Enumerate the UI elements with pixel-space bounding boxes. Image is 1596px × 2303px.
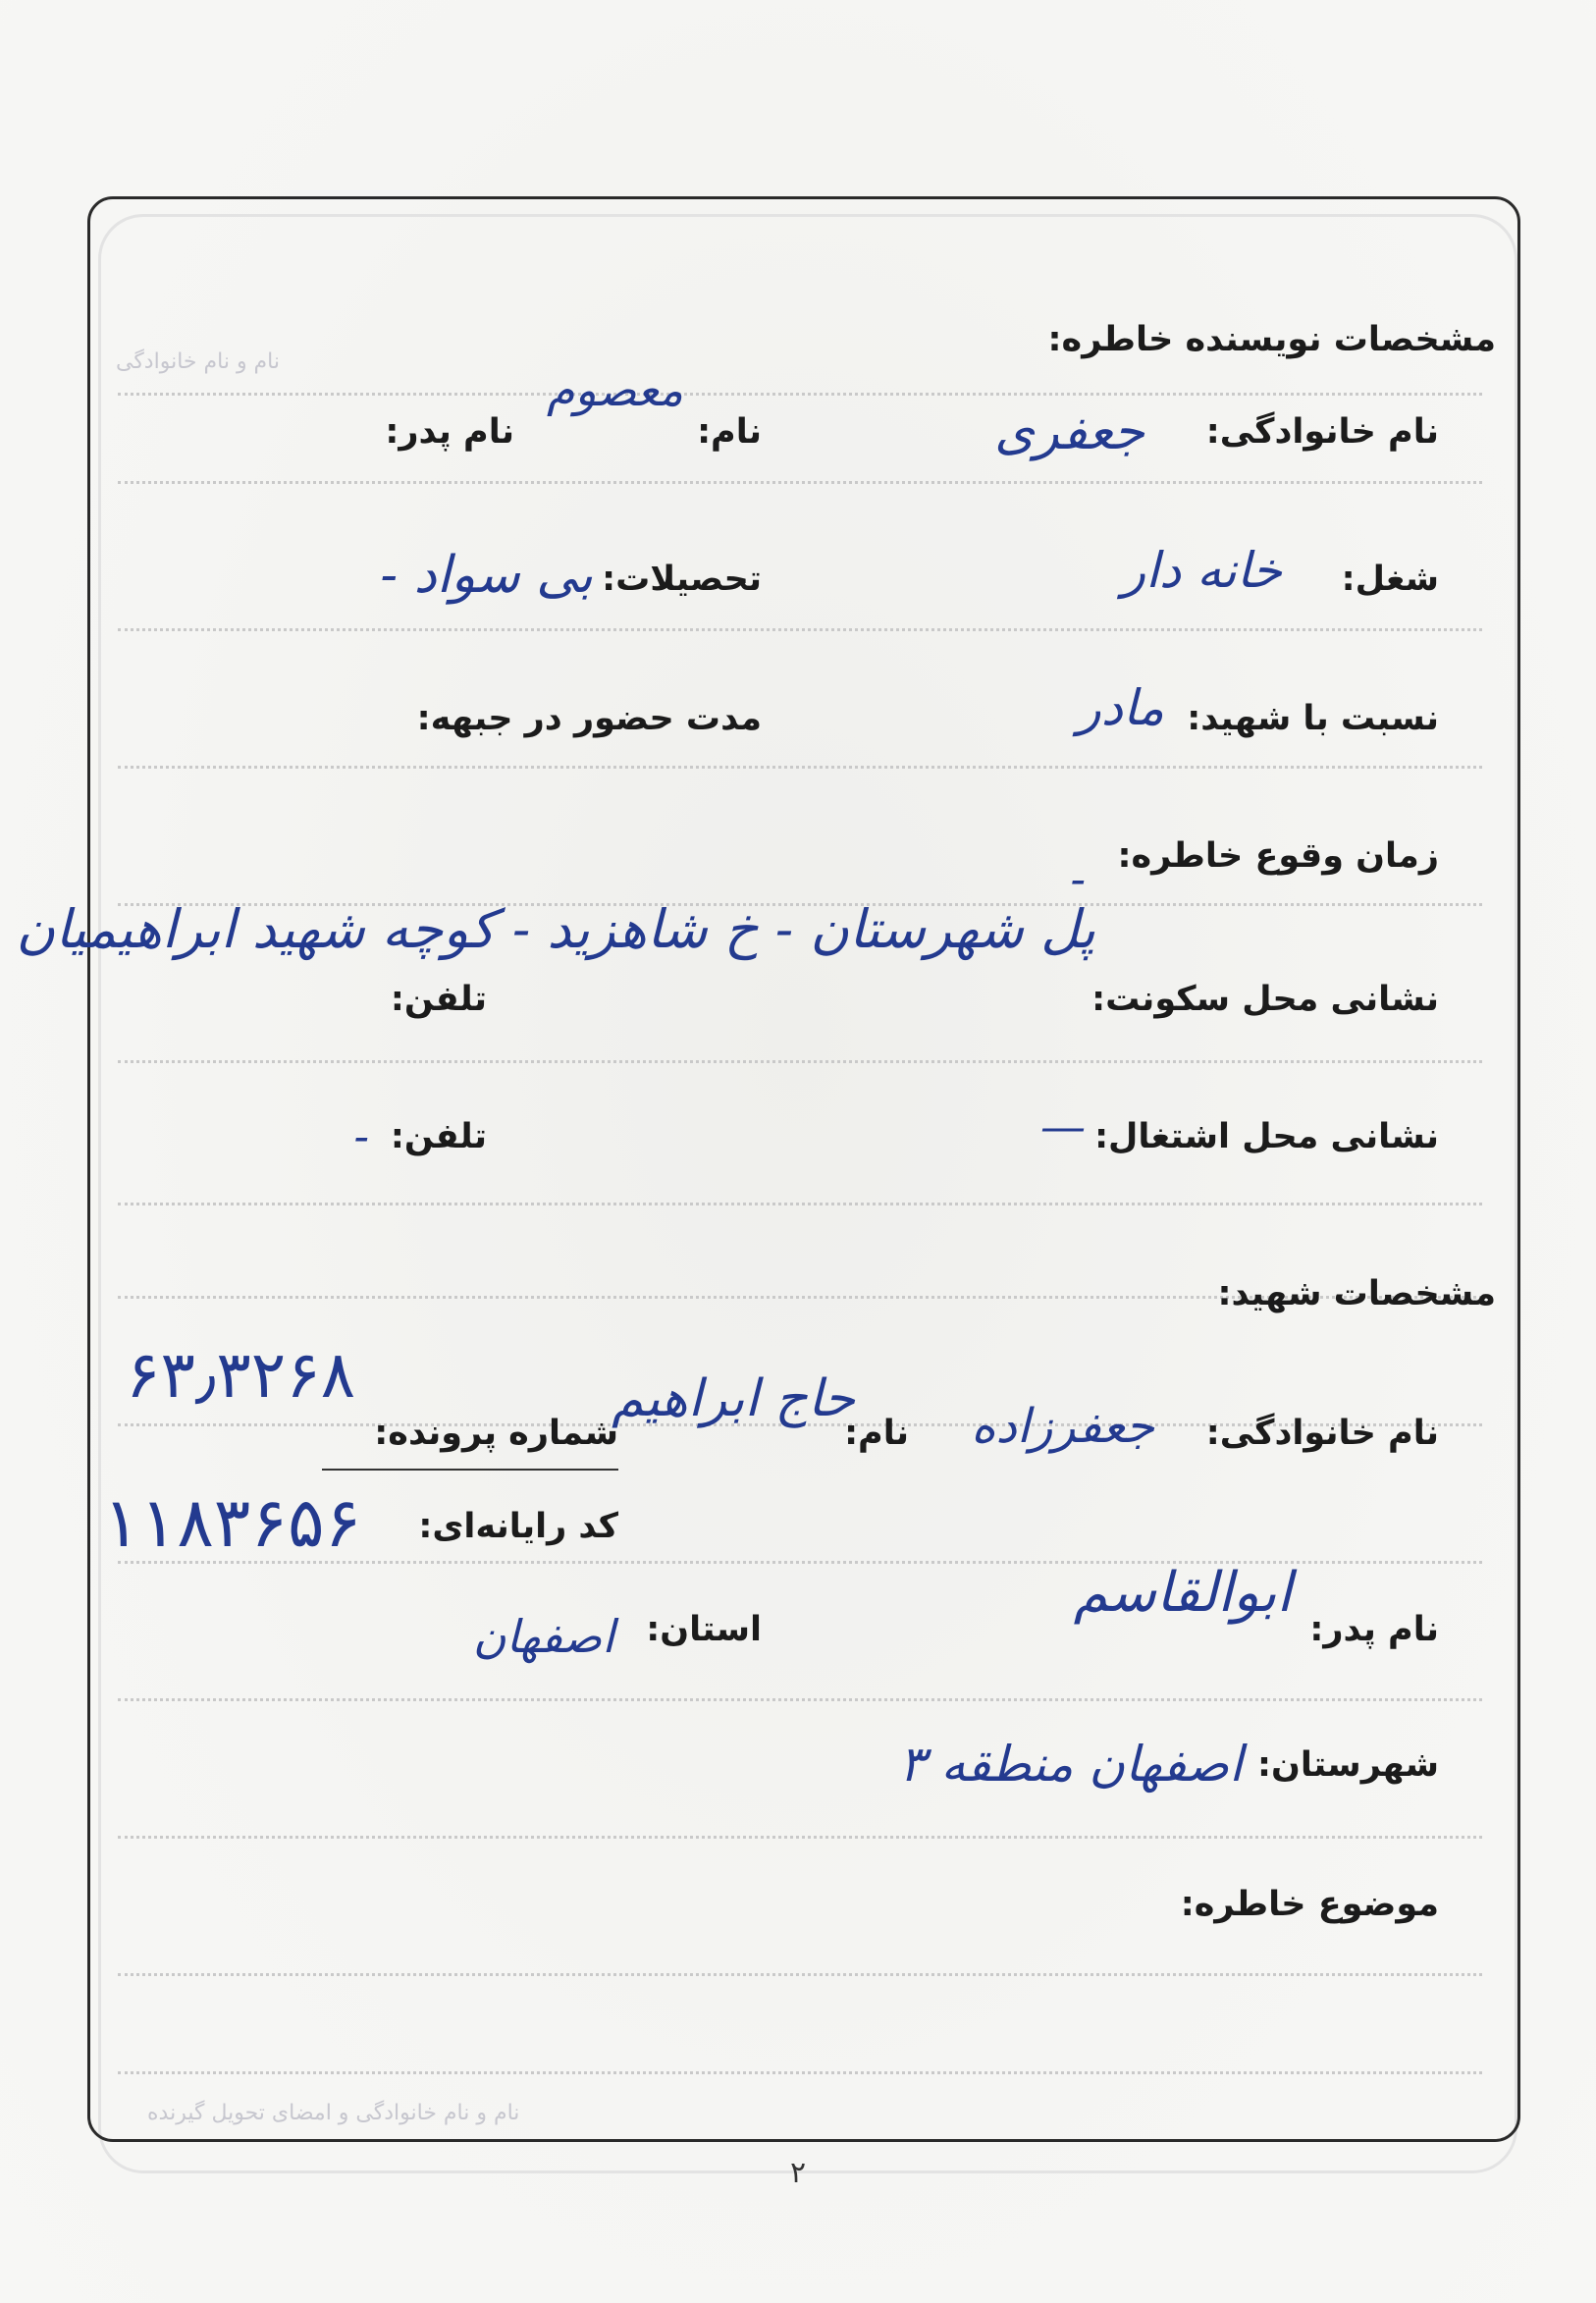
writer-family-name-value[interactable]: جعفری xyxy=(994,402,1144,461)
dotted-line xyxy=(118,393,1482,396)
writer-home-address-value[interactable]: پل شهرستان - خ شاهزید - کوچه شهید ابراهیمیان xyxy=(16,898,1095,960)
writer-work-phone-label: تلفن: xyxy=(390,1117,487,1156)
martyr-first-name-value[interactable]: حاج ابراهیم xyxy=(612,1369,855,1428)
writer-memory-time-value[interactable]: - xyxy=(1070,852,1086,905)
martyr-province-value[interactable]: اصفهان xyxy=(472,1610,614,1663)
dotted-line xyxy=(118,2071,1482,2074)
martyr-computer-code-value[interactable]: ۱۱۸۳۶۵۶ xyxy=(103,1482,362,1563)
form-frame xyxy=(87,196,1520,2142)
dotted-line xyxy=(118,481,1482,484)
dotted-line xyxy=(118,1836,1482,1839)
martyr-father-name-value[interactable]: ابوالقاسم xyxy=(1073,1561,1292,1625)
dotted-line xyxy=(118,628,1482,631)
writer-home-address-label: نشانی محل سکونت: xyxy=(1091,980,1439,1019)
writer-relation-value[interactable]: مادر xyxy=(1077,679,1164,736)
writer-occupation-label: شغل: xyxy=(1341,560,1439,599)
writer-occupation-value[interactable]: خانه دار xyxy=(1121,542,1282,599)
writer-education-label: تحصیلات: xyxy=(602,560,762,599)
martyr-family-name-label: نام خانوادگی: xyxy=(1205,1414,1439,1453)
writer-father-name-label: نام پدر: xyxy=(385,412,514,452)
file-number-underline xyxy=(322,1469,618,1471)
martyr-file-number-label: شماره پرونده: xyxy=(374,1414,618,1453)
writer-front-duration-label: مدت حضور در جبهه: xyxy=(416,699,762,738)
dotted-line xyxy=(118,1698,1482,1701)
martyr-province-label: استان: xyxy=(646,1610,762,1649)
martyr-county-label: شهرستان: xyxy=(1256,1745,1439,1785)
page-number: ۲ xyxy=(789,2156,807,2190)
writer-section-heading: مشخصات نویسنده خاطره: xyxy=(1047,320,1496,359)
writer-memory-time-label: زمان وقوع خاطره: xyxy=(1117,836,1439,876)
martyr-memory-subject-label: موضوع خاطره: xyxy=(1180,1885,1439,1924)
martyr-father-name-label: نام پدر: xyxy=(1309,1610,1439,1649)
martyr-family-name-value[interactable]: جعفرزاده xyxy=(971,1399,1154,1454)
show-through-text-top: نام و نام خانوادگی xyxy=(116,349,281,374)
writer-work-phone-value[interactable]: - xyxy=(353,1109,369,1162)
writer-work-address-label: نشانی محل اشتغال: xyxy=(1094,1117,1439,1156)
writer-home-phone-label: تلفن: xyxy=(390,980,487,1019)
writer-relation-label: نسبت با شهید: xyxy=(1187,699,1439,738)
martyr-county-value[interactable]: اصفهان منطقه ۳ xyxy=(898,1736,1243,1793)
martyr-section-heading: مشخصات شهید: xyxy=(1217,1274,1496,1313)
show-through-text-bottom: نام و نام خانوادگی و امضای تحویل گیرنده xyxy=(147,2101,520,2125)
writer-work-address-value[interactable]: — xyxy=(1040,1099,1086,1152)
writer-family-name-label: نام خانوادگی: xyxy=(1205,412,1439,452)
writer-first-name-label: نام: xyxy=(697,412,762,452)
martyr-first-name-label: نام: xyxy=(844,1414,909,1453)
martyr-computer-code-label: کد رایانه‌ای: xyxy=(418,1507,618,1546)
dotted-line xyxy=(118,1973,1482,1976)
dotted-line xyxy=(118,766,1482,769)
dotted-line xyxy=(118,1060,1482,1063)
writer-education-value[interactable]: بی سواد - xyxy=(380,546,593,605)
writer-first-name-value[interactable]: معصوم xyxy=(547,363,683,416)
martyr-file-number-value[interactable]: ۶۳٫۳۲۶۸ xyxy=(126,1337,356,1413)
dotted-line xyxy=(118,1203,1482,1205)
